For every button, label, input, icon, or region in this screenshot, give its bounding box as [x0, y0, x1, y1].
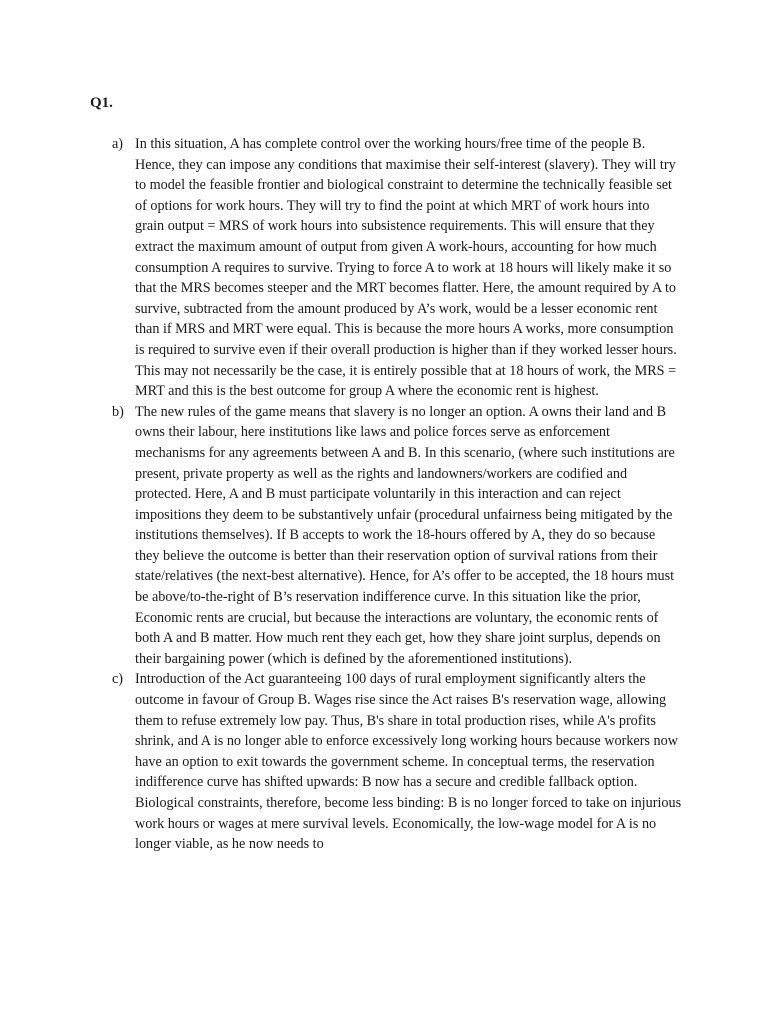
answer-text: Introduction of the Act guaranteeing 100 days of rural employment significantly alters the outcome in favour of Group B. Wages rise since the Act raises B's reservation wage, allowing them to refuse extremely low pay. Thus, B's share in total production rises, while A's profits shrink, and A is no longer able to enforce excessively long working hours because workers now have an option to exit towards the government scheme. In conceptual terms, the reservation indifference curve has shifted upwards: B now has a secure and credible fallback option. Biological constraints, therefore, become less binding: B is no longer forced to take on injurious work hours or wages at mere survival levels. Economically, the low-wage model for A is no longer viable, as he now needs to [135, 671, 682, 853]
answer-list [112, 134, 682, 855]
answer-item-a [112, 134, 682, 402]
answer-text: The new rules of the game means that slavery is no longer an option. A owns their land and B owns their labour, here institutions like laws and police forces serve as enforcement mechanisms for any agreements between A and B. In this scenario, (where such institutions are present, private property as well as the rights and landowners/workers are codified and protected. Here, A and B must participate voluntarily in this interaction and can reject impositions they deem to be substantively unfair (procedural unfairness being mitigated by the institutions themselves). If B accepts to work the 18-hours offered by A, they do so because they believe the outcome is better than their reservation option of survival rations from their state/relatives (the next-best alternative). Hence, for A’s offer to be accepted, the 18 hours must be above/to-the-right of B’s reservation indifference curve. In this situation like the prior, Economic rents are crucial, but because the interactions are voluntary, the economic rents of both A and B matter. How much rent they each get, how they share joint surplus, depends on their bargaining power (which is defined by the aforementioned institutions). [135, 403, 675, 667]
answer-marker: a) [112, 136, 124, 152]
answer-marker: c) [112, 671, 124, 688]
question-heading: Q1. [90, 95, 113, 111]
answer-item-b [112, 402, 682, 670]
answer-item-c [112, 669, 682, 854]
answer-text: In this situation, A has complete control over the working hours/free time of the people B. Hence, they can impose any conditions that maximise their self-interest (slavery). They will try to model the feasible frontier and biological constraint to determine the technically feasible set of options for work hours. They will try to find the point at which MRT of work hours into grain output = MRS of work hours into subsistence requirements. This will ensure that they extract the maximum amount of output from given A work-hours, accounting for how much consumption A requires to survive. Trying to force A to work at 18 hours will likely make it so that the MRS becomes steeper and the MRT becomes flatter. Here, the amount required by A to survive, subtracted from the amount produced by A’s work, would be a lesser economic rent than if MRS and MRT were equal. This is because the more hours A works, more consumption is required to survive even if their overall production is higher than if they worked lesser hours. This may not necessarily be the case, it is entirely possible that at 18 hours of work, the MRS = MRT and this is the best outcome for group A where the economic rent is highest. [135, 136, 677, 400]
answer-marker: b) [112, 403, 124, 420]
